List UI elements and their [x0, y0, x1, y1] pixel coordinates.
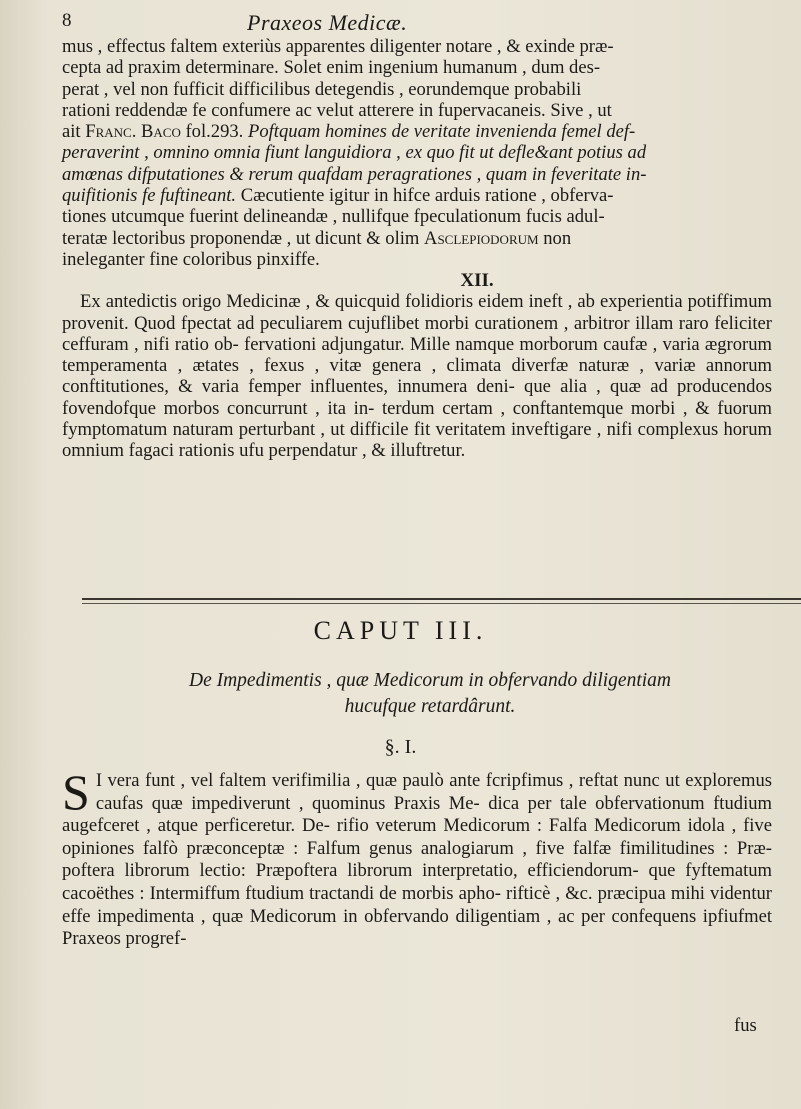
running-title: Praxeos Medicæ. — [247, 10, 408, 35]
text-line: amœnas difputationes & rerum quafdam peragrationes , quam in feveritate in- — [62, 163, 647, 185]
divider-rule — [82, 598, 801, 600]
text-line: rationi reddendæ fe confumere ac velut atterere in fupervacaneis. Sive , ut — [62, 99, 612, 121]
page-header — [62, 10, 762, 36]
text-line: cepta ad praxim determinare. Solet enim ingenium humanum , dum des- — [62, 57, 601, 79]
section-i-paragraph — [62, 764, 772, 951]
chapter-subtitle-line: hucufque retardârunt. — [344, 696, 516, 717]
section-xii-paragraph: Ex antedictis origo Medicinæ , & quicquid folidioris eidem ineft , ab experientia potiffimum provenit. Quod fpectat ad peculiarem cujuflibet morbi curationem , arbitror illam raro feliciter ceffuram , nifi ratio ob- fervationi adjungatur. Mille namque morborum caufæ , varia ægrorum temperamenta , ætates , fexus , vitæ genera , climata diverfæ naturæ , variæ annorum conftitutiones, & varia femper influentes, innumera deni- que alia , quæ ad producendos fovendofque morbos concurrunt , ita in- terdum certam , conftantemque morbi , & fuorum fymptomatum naturam perturbant , ut difficile fit veritatem inveftigare , nifi complexus horum omnium fagaci rationis ufu perpendatur , & illuftretur. — [62, 291, 772, 462]
text-line: ait Franc. Baco fol.293. Poftquam homines de veritate invenienda femel def- — [62, 121, 636, 143]
text-line: quifitionis fe fuftineant. Cæcutiente igitur in hifce arduis ratione , obferva- — [62, 185, 614, 207]
text-line: mus , effectus faltem exteriùs apparentes diligenter notare , & exinde præ- — [62, 36, 614, 57]
text-line: perat , vel non fufficit difficilibus detegendis , eorundemque probabili — [62, 78, 582, 100]
catchword: fus — [734, 1015, 757, 1036]
section-number: XII. — [460, 270, 494, 292]
chapter-title: CAPUT III. — [313, 616, 488, 645]
main-text-block — [62, 36, 772, 462]
chapter-subtitle-line: De Impedimentis , quæ Medicorum in obfervando diligentiam — [188, 670, 671, 691]
text-line: peraverint , omnino omnia fiunt languidiora , ex quo fit ut defle&ant potius ad — [62, 142, 647, 164]
text-line: teratæ lectoribus proponendæ , ut dicunt & olim Asclepiodorum non — [62, 227, 572, 249]
section-i-text: I vera funt , vel faltem verifimilia , quæ paulò ante fcripfimus , reftat nunc ut exploremus caufas quæ impediverunt , quominus Praxis Me- dica per tale obfervationum ftudium augefceret , atque perficeretur. De- rifio veterum Medicorum : Falfa Medicorum idola , five opiniones falfò præconceptæ : Falfum genus analogiarum , five falfæ fimilitudines : Præ- poftera librorum lectio: Præpoftera librorum interpretatio, efficiendorum- que fyftematum cacoëthes : Intermiffum ftudium tractandi de morbis apho- rifticè , &c. præcipua mihi videntur effe impedimenta , quæ Medicorum in obfervando diligentiam , ac per confequens ipfiufmet Praxeos progref- — [62, 770, 772, 950]
text-line: ineleganter fine coloribus pinxiffe. — [62, 248, 320, 270]
divider-rule-thin — [82, 603, 801, 604]
text-line: tiones utcumque fuerint delineandæ , nullifque fpeculationum fucis adul- — [62, 206, 605, 228]
paragraph-number: §. I. — [384, 736, 417, 758]
page-number: 8 — [62, 10, 72, 31]
drop-cap: S — [62, 764, 90, 820]
chapter-subtitle — [90, 668, 770, 720]
